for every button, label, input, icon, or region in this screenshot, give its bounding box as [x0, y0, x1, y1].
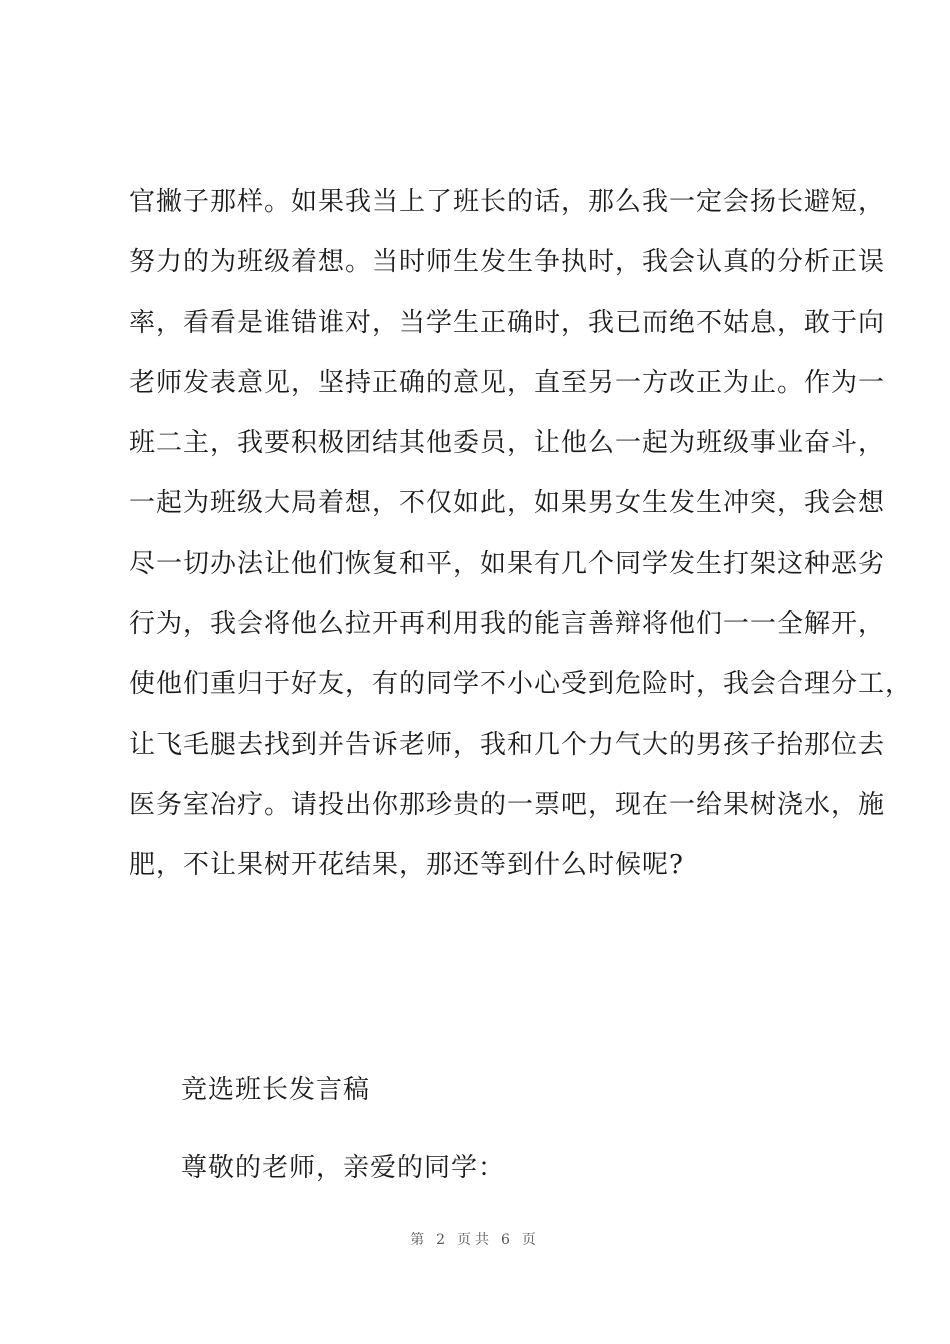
body-line: 老师发表意见，坚持正确的意见，直至另一方改正为止。作为一	[129, 367, 886, 398]
greeting-line: 尊敬的老师，亲爱的同学：	[181, 1153, 506, 1183]
body-line: 医务室冶疗。请投出你那珍贵的一票吧，现在一给果树浇水，施	[129, 789, 886, 820]
body-line: 行为，我会将他么拉开再利用我的能言善辩将他们一一全解开，	[129, 609, 886, 640]
footer-suffix: 页	[521, 1232, 540, 1248]
section-heading: 竞选班长发言稿	[181, 1075, 371, 1105]
body-line: 官撇子那样。如果我当上了班长的话，那么我一定会扬长避短，	[129, 187, 886, 217]
body-line: 班二主，我要积极团结其他委员，让他么一起为班级事业奋斗，	[129, 428, 886, 459]
footer-middle: 页共	[457, 1232, 493, 1248]
footer-prefix: 第	[410, 1232, 429, 1248]
body-line: 一起为班级大局着想，不仅如此，如果男女生发生冲突，我会想	[129, 488, 886, 519]
body-line: 率，看看是谁错谁对，当学生正确时，我已而绝不姑息，敢于向	[129, 307, 886, 338]
body-text	[129, 172, 913, 896]
footer-total-pages: 6	[501, 1232, 514, 1248]
body-line: 让飞毛腿去找到并告诉老师，我和几个力气大的男孩子抬那位去	[129, 729, 886, 760]
body-line: 肥，不让果树开花结果，那还等到什么时候呢?	[129, 850, 684, 881]
body-line: 努力的为班级着想。当时师生发生争执时，我会认真的分析正误	[129, 247, 886, 278]
page-footer	[0, 1229, 950, 1249]
body-line: 尽一切办法让他们恢复和平，如果有几个同学发生打架这种恶劣	[129, 548, 886, 579]
footer-current-page: 2	[436, 1232, 449, 1248]
body-line: 使他们重归于好友，有的同学不小心受到危险时，我会合理分工，	[129, 669, 913, 700]
